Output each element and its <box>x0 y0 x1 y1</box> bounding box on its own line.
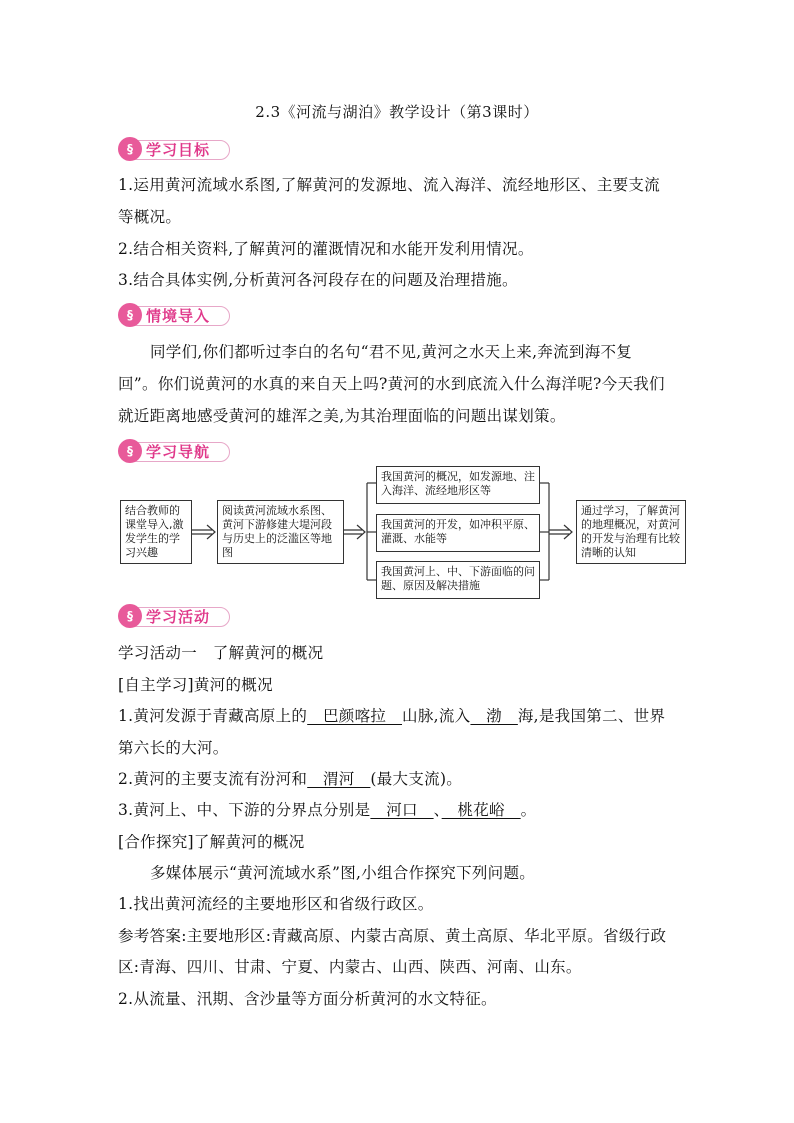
answer-blank: 渭河 <box>307 770 371 788</box>
self-study-heading: [自主学习]黄河的概况 <box>118 676 273 694</box>
flow-box-read-maps: 阅读黄河流域水系图、黄河下游修建大堤河段与历史上的泛滥区等地图 <box>217 500 344 564</box>
coop-intro: 多媒体展示“黄河流域水系”图,小组合作探究下列问题。 <box>150 864 536 882</box>
section-badge-objectives: § 学习目标 <box>118 137 228 161</box>
coop-question-2: 2.从流量、汛期、含沙量等方面分析黄河的水文特征。 <box>118 990 497 1008</box>
answer-blank: 渤 <box>470 707 518 725</box>
flow-box-development: 我国黄河的开发，如冲积平原、灌溉、水能等 <box>376 514 540 552</box>
flow-box-overview: 我国黄河的概况，如发源地、注入海洋、流经地形区等 <box>376 466 540 504</box>
intro-line: 回”。你们说黄河的水真的来自天上吗?黄河的水到底流入什么海洋呢?今天我们 <box>118 375 665 393</box>
coop-answer-1-cont: 区:青海、四川、甘肃、宁夏、内蒙古、山西、陕西、河南、山东。 <box>118 958 582 976</box>
objective-line: 2.结合相关资料,了解黄河的灌溉情况和水能开发利用情况。 <box>118 240 534 258</box>
question-3: 3.黄河上、中、下游的分界点分别是 河口 、 桃花峪 。 <box>118 801 537 819</box>
book-icon: § <box>118 604 142 628</box>
coop-question-1: 1.找出黄河流经的主要地形区和省级行政区。 <box>118 895 434 913</box>
flow-box-intro: 结合教师的课堂导入,激发学生的学习兴趣 <box>120 500 192 564</box>
flow-box-problems: 我国黄河上、中、下游面临的问题、原因及解决措施 <box>376 561 540 599</box>
question-1: 1.黄河发源于青藏高原上的 巴颜喀拉 山脉,流入 渤 海,是我国第二、世界 <box>118 707 666 725</box>
answer-blank: 巴颜喀拉 <box>307 707 403 725</box>
section-badge-guide: § 学习导航 <box>118 439 228 463</box>
answer-blank: 河口 <box>370 801 434 819</box>
objective-line: 3.结合具体实例,分析黄河各河段存在的问题及治理措施。 <box>118 271 518 289</box>
activity-title: 学习活动一 了解黄河的概况 <box>118 644 324 662</box>
section-badge-activity: § 学习活动 <box>118 604 228 628</box>
flow-box-outcome: 通过学习，了解黄河的地理概况，对黄河的开发与治理有比较清晰的认知 <box>576 500 686 564</box>
question-1-cont: 第六长的大河。 <box>118 739 229 757</box>
section-badge-intro: § 情境导入 <box>118 303 228 327</box>
book-icon: § <box>118 137 142 161</box>
intro-line: 就近距离地感受黄河的雄浑之美,为其治理面临的问题出谋划策。 <box>118 407 566 425</box>
intro-line: 同学们,你们都听过李白的名句“君不见,黄河之水天上来,奔流到海不复 <box>150 343 633 361</box>
page-title: 2.3《河流与湖泊》教学设计（第3课时） <box>255 103 539 121</box>
objective-line: 1.运用黄河流域水系图,了解黄河的发源地、流入海洋、流经地形区、主要支流 <box>118 176 661 194</box>
question-2: 2.黄河的主要支流有汾河和 渭河 (最大支流)。 <box>118 770 463 788</box>
book-icon: § <box>118 303 142 327</box>
answer-blank: 桃花峪 <box>441 801 521 819</box>
book-icon: § <box>118 439 142 463</box>
coop-answer-1: 参考答案:主要地形区:青藏高原、内蒙古高原、黄土高原、华北平原。省级行政 <box>118 927 667 945</box>
coop-heading: [合作探究]了解黄河的概况 <box>118 833 305 851</box>
objective-line: 等概况。 <box>118 208 182 226</box>
